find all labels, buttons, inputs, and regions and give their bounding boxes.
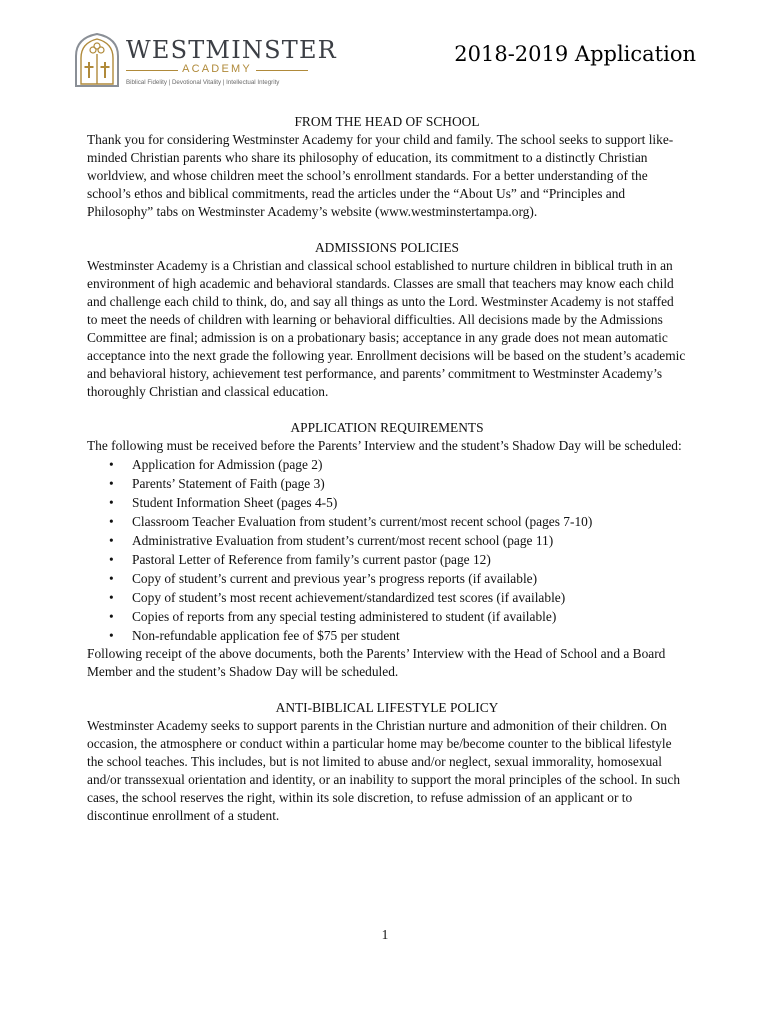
lifestyle-paragraph: Westminster Academy seeks to support parents in the Christian nurture and admonition of their children. On occasion, the atmosphere or conduct within a particular home may be/become counter to the biblical lifestyle the school teaches. This includes, but is not limited to abuse and/or neglect, sexual immorality, homosexual and/or transsexual orientation and identity, or an inability to support the moral principles of the school. In such cases, the school reserves the right, within its sole discretion, to refuse admission of an applicant or to discontinue enrollment of a student. bbox=[87, 718, 681, 823]
bullet-icon: • bbox=[109, 628, 114, 643]
bullet-icon: • bbox=[109, 571, 114, 586]
logo-name: WESTMINSTER bbox=[126, 36, 337, 64]
list-item-text: Non-refundable application fee of $75 per student bbox=[132, 628, 400, 643]
logo-tagline: Biblical Fidelity | Devotional Vitality | Intellectual Integrity bbox=[126, 79, 280, 86]
list-item bbox=[87, 607, 687, 626]
bullet-icon: • bbox=[109, 533, 114, 548]
section-heading-requirements: APPLICATION REQUIREMENTS bbox=[290, 420, 484, 435]
document-title: 2018-2019 Application bbox=[454, 42, 696, 66]
list-item bbox=[87, 474, 687, 493]
bullet-icon: • bbox=[109, 457, 114, 472]
requirements-intro: The following must be received before the Parents’ Interview and the student’s Shadow Day will be scheduled: bbox=[87, 438, 682, 453]
list-item bbox=[87, 626, 687, 645]
bullet-icon: • bbox=[109, 495, 114, 510]
list-item bbox=[87, 588, 687, 607]
list-item-text: Application for Admission (page 2) bbox=[132, 457, 323, 472]
head-of-school-paragraph: Thank you for considering Westminster Academy for your child and family. The school seeks to support like-minded Christian parents who share its philosophy of education, its commitment to a distinctly Christian worldview, and whose children meet the school’s enrollment standards. For a better understanding of the school’s ethos and biblical commitments, read the articles under the “About Us” and “Principles and Philosophy” tabs on Westminster Academy’s website (www.westminstertampa.org). bbox=[87, 132, 674, 219]
bullet-icon: • bbox=[109, 476, 114, 491]
logo-academy-row bbox=[126, 63, 308, 77]
crest-icon bbox=[72, 32, 122, 88]
spacer bbox=[87, 221, 687, 239]
section-heading-head-of-school: FROM THE HEAD OF SCHOOL bbox=[294, 114, 480, 129]
list-item-text: Copies of reports from any special testing administered to student (if available) bbox=[132, 609, 557, 624]
section-heading-lifestyle: ANTI-BIBLICAL LIFESTYLE POLICY bbox=[275, 700, 499, 715]
list-item bbox=[87, 531, 687, 550]
admissions-paragraph: Westminster Academy is a Christian and classical school established to nurture children in biblical truth in an environment of high academic and behavioral standards. Classes are small that teachers may know each child and challenge each child to think, do, and say all things as unto the Lord. Westminster Academy is not staffed to meet the needs of children with learning or behavioral difficulties. All decisions made by the Admissions Committee are final; admission is on a probationary basis; acceptance in any grade does not mean automatic acceptance into the next grade the following year. Enrollment decisions will be based on the student’s academic and behavioral history, achievement test performance, and parents’ commitment to Westminster Academy’s thoroughly Christian and classical education. bbox=[87, 258, 686, 399]
list-item-text: Pastoral Letter of Reference from family’s current pastor (page 12) bbox=[132, 552, 491, 567]
bullet-icon: • bbox=[109, 552, 114, 567]
spacer bbox=[87, 401, 687, 419]
list-item bbox=[87, 512, 687, 531]
list-item-text: Classroom Teacher Evaluation from student’s current/most recent school (pages 7-10) bbox=[132, 514, 593, 529]
logo-academy: ACADEMY bbox=[182, 63, 252, 75]
school-logo bbox=[72, 32, 337, 92]
logo-divider-right bbox=[256, 70, 308, 71]
bullet-icon: • bbox=[109, 514, 114, 529]
list-item bbox=[87, 569, 687, 588]
list-item bbox=[87, 493, 687, 512]
requirements-list bbox=[87, 455, 687, 645]
bullet-icon: • bbox=[109, 590, 114, 605]
list-item-text: Copy of student’s current and previous year’s progress reports (if available) bbox=[132, 571, 538, 586]
list-item-text: Student Information Sheet (pages 4-5) bbox=[132, 495, 338, 510]
list-item bbox=[87, 455, 687, 474]
list-item-text: Parents’ Statement of Faith (page 3) bbox=[132, 476, 325, 491]
list-item bbox=[87, 550, 687, 569]
requirements-outro: Following receipt of the above documents, both the Parents’ Interview with the Head of School and a Board Member and the student’s Shadow Day will be scheduled. bbox=[87, 646, 666, 679]
spacer bbox=[87, 681, 687, 699]
bullet-icon: • bbox=[109, 609, 114, 624]
section-heading-admissions: ADMISSIONS POLICIES bbox=[315, 240, 459, 255]
document-body bbox=[87, 113, 687, 825]
page-number: 1 bbox=[381, 927, 389, 942]
list-item-text: Copy of student’s most recent achievement/standardized test scores (if available) bbox=[132, 590, 566, 605]
list-item-text: Administrative Evaluation from student’s current/most recent school (page 11) bbox=[132, 533, 554, 548]
